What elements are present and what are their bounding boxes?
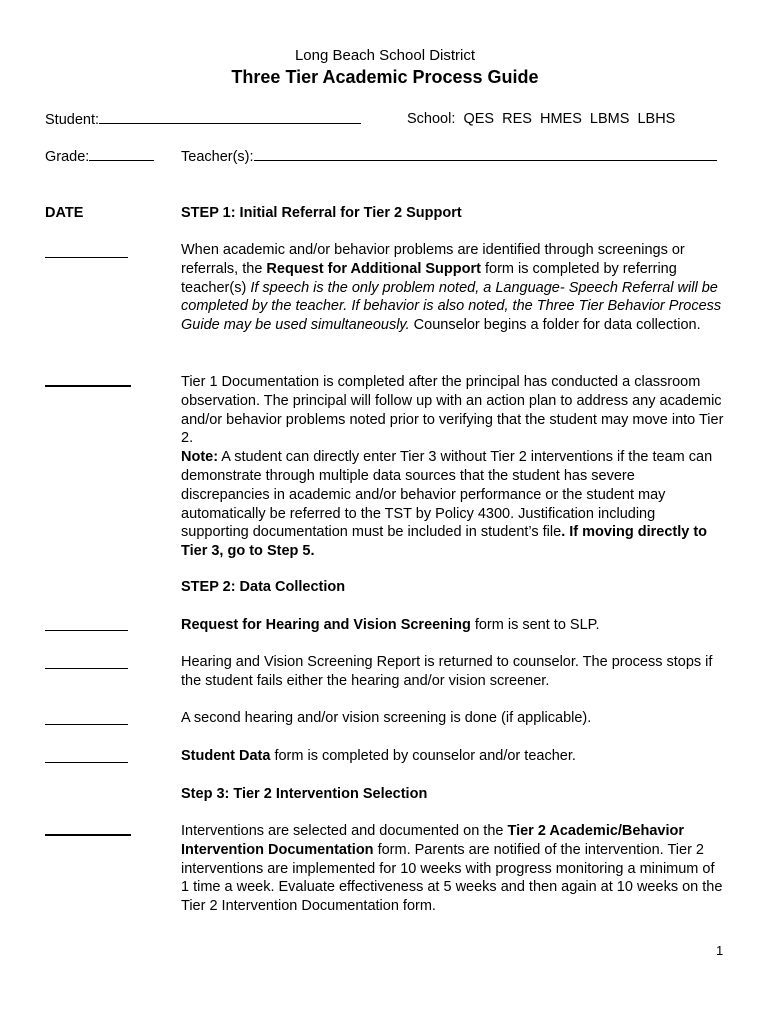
district-name: Long Beach School District [294,47,476,64]
grade-blank[interactable] [89,147,154,161]
date-blank-2[interactable] [45,385,131,387]
tier2-documentation-form: Tier 2 Academic/Behavior Intervention Documentation [181,823,684,858]
step1-paragraph-2 [181,373,726,561]
text-run: When academic and/or behavior problems are identified through screenings or referrals, the [181,242,685,277]
speech-behavior-note: If speech is the only problem noted, a Language- Speech Referral will be completed by the teacher. If behavior is also noted, the Three Tier Behavior Process Guide may be used simultaneously. [181,279,722,334]
hearing-vision-request-form: Request for Hearing and Vision Screening [181,617,471,633]
step2-item-1 [181,616,726,635]
step1-paragraph-1 [181,241,726,335]
text-run: A student can directly enter Tier 3 without Tier 2 interventions if the team can demonstrate through multiple data sources that the student has severe discrepancies in academic and/or behavior performance or the student may automatically be referred to the TST by Policy 4300. Justification including supporting documentation must be included in student’s file [181,449,713,541]
student-blank[interactable] [99,110,361,124]
student-label: Student: [45,112,100,128]
page-number: 1 [716,943,724,958]
grade-label: Grade: [45,149,90,165]
text-run: Tier 1 Documentation is completed after the principal has conducted a classroom observation. The principal will follow up with an action plan to address any academic and/or behavior problems noted prior to verifying that the student may move into Tier 2. [181,374,724,447]
student-data-form: Student Data [181,748,271,764]
text-run: form. Parents are notified of the intervention. Tier 2 interventions are implemented for 10 weeks with progress monitoring a minimum of 1 time a week. Evaluate effectiveness at 5 weeks and then again at 10 weeks on the Tier 2 Intervention Documentation form. [181,841,723,915]
text-run: form is completed by referring teacher(s) [181,260,677,296]
step3-heading: Step 3: Tier 2 Intervention Selection [181,786,428,802]
page-title: Three Tier Academic Process Guide [231,67,539,87]
step3-paragraph [181,822,726,916]
date-blank-4[interactable] [45,668,128,669]
date-blank-7[interactable] [45,834,131,836]
step1-heading: STEP 1: Initial Referral for Tier 2 Support [181,205,462,221]
step2-item-4 [181,747,726,766]
school-label: School: [407,111,456,127]
text-run: Counselor begins a folder for data collection. [409,317,701,334]
step2-item-3: A second hearing and/or vision screening is done (if applicable). [181,710,592,726]
date-blank-1[interactable] [45,257,128,258]
step2-heading: STEP 2: Data Collection [181,579,346,595]
text-run: Interventions are selected and documented on the [181,823,508,839]
teacher-label: Teacher(s): [181,149,254,165]
text-run: form is sent to SLP. [470,617,600,633]
grade-field[interactable] [45,147,154,167]
teacher-field[interactable] [181,147,717,167]
date-blank-3[interactable] [45,630,128,631]
note-label: Note: [181,449,219,466]
school-options: QES RES HMES LBMS LBHS [463,111,676,127]
go-to-step5-instruction: . If moving directly to Tier 3, go to Step 5. [181,524,708,560]
step2-item-2: Hearing and Vision Screening Report is returned to counselor. The process stops if the student fails either the hearing and/or vision screener. [181,654,713,689]
request-additional-support-form: Request for Additional Support [266,260,481,277]
text-run: form is completed by counselor and/or teacher. [270,748,576,764]
date-blank-6[interactable] [45,762,128,763]
student-field[interactable] [45,110,361,130]
school-field [407,110,675,129]
teacher-blank[interactable] [254,147,717,161]
date-heading: DATE [45,205,84,221]
date-blank-5[interactable] [45,724,128,725]
